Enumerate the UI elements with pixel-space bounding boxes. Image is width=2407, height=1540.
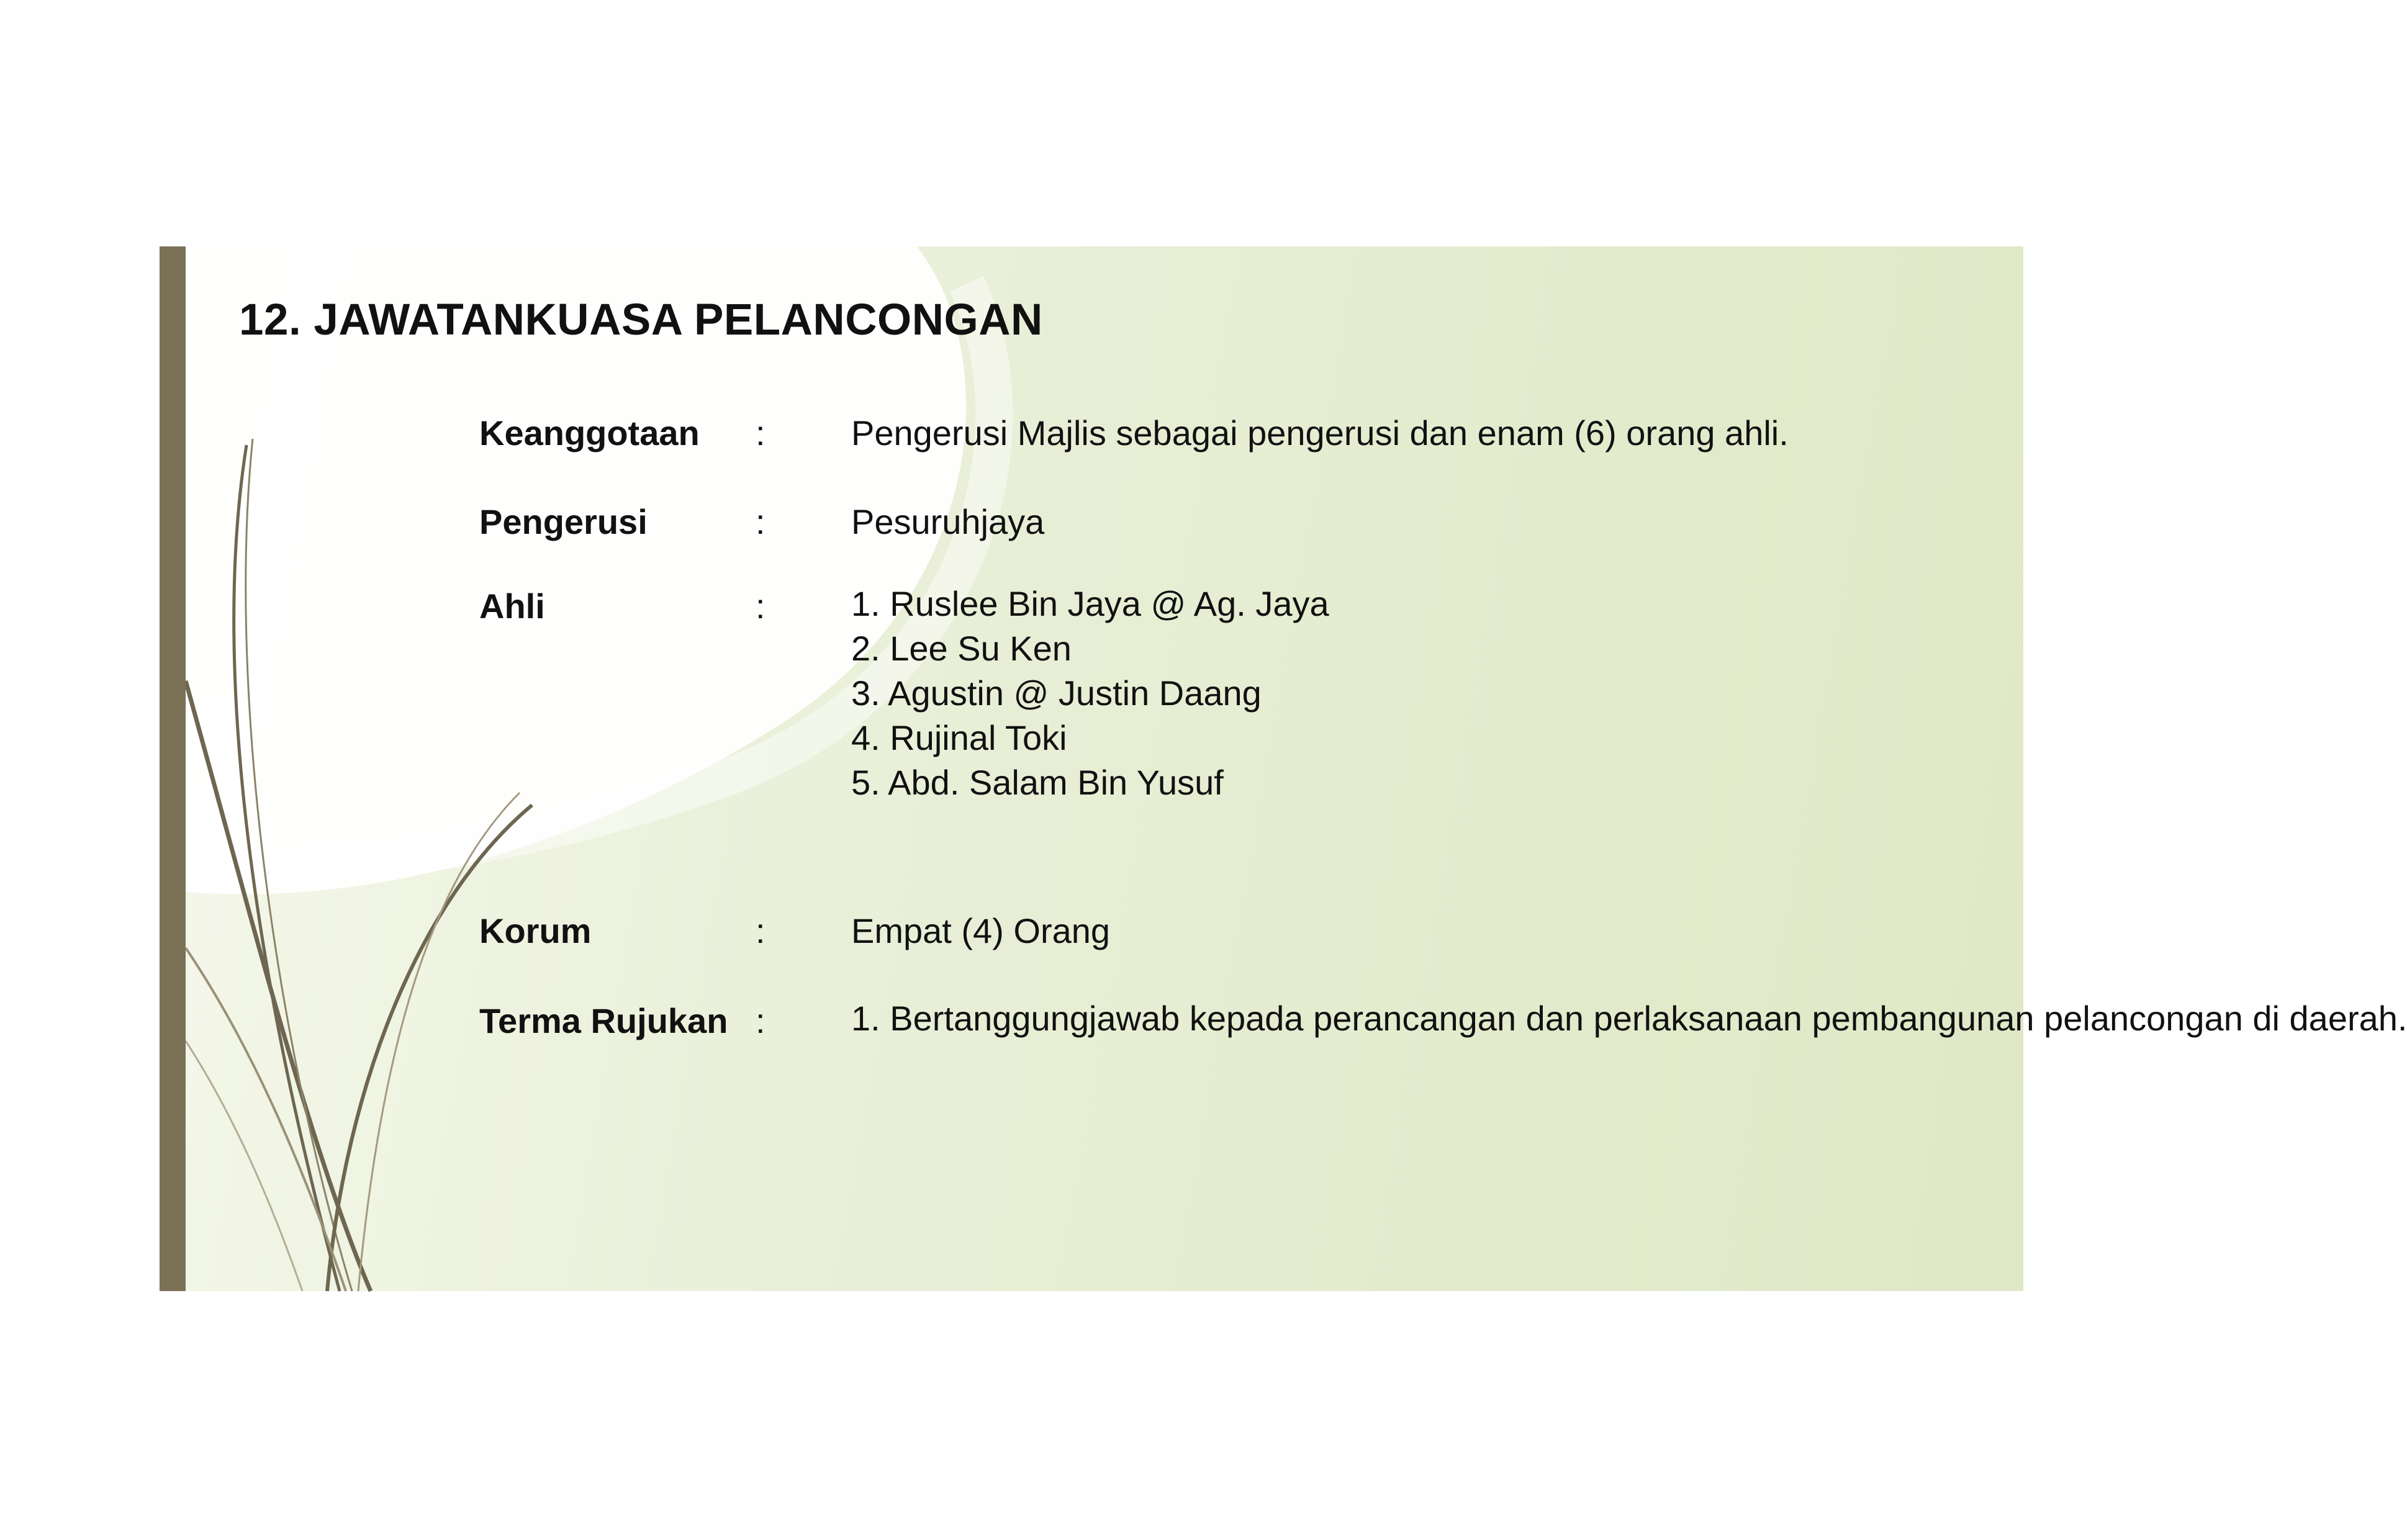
label-terma-rujukan: Terma Rujukan	[479, 1001, 728, 1040]
colon-pengerusi: :	[756, 502, 765, 541]
slide	[160, 246, 2407, 1291]
colon-keanggotaan: :	[756, 413, 765, 453]
label-keanggotaan: Keanggotaan	[479, 413, 700, 453]
label-ahli: Ahli	[479, 587, 545, 626]
list-item: 3. Agustin @ Justin Daang	[851, 673, 1262, 713]
ahli-member-list	[851, 582, 1329, 805]
page-title: 12. JAWATANKUASA PELANCONGAN	[239, 295, 1043, 344]
terma-rujukan-list	[851, 996, 2407, 1041]
value-korum: Empat (4) Orang	[851, 911, 1111, 950]
list-item: 1. Ruslee Bin Jaya @ Ag. Jaya	[851, 584, 1329, 623]
colon-ahli: :	[756, 587, 765, 626]
colon-terma-rujukan: :	[756, 1001, 765, 1040]
label-pengerusi: Pengerusi	[479, 502, 648, 541]
list-item: 4. Rujinal Toki	[851, 718, 1067, 757]
value-keanggotaan: Pengerusi Majlis sebagai pengerusi dan enam (6) orang ahli.	[851, 413, 1789, 453]
list-item: 1. Bertanggungjawab kepada perancangan dan perlaksanaan pembangunan pelancongan di daerah.	[851, 999, 2407, 1038]
label-korum: Korum	[479, 911, 592, 950]
list-item: 2. Lee Su Ken	[851, 629, 1072, 668]
colon-korum: :	[756, 911, 765, 950]
accent-bar	[160, 246, 186, 1291]
value-pengerusi: Pesuruhjaya	[851, 502, 1045, 541]
list-item: 5. Abd. Salam Bin Yusuf	[851, 763, 1224, 802]
